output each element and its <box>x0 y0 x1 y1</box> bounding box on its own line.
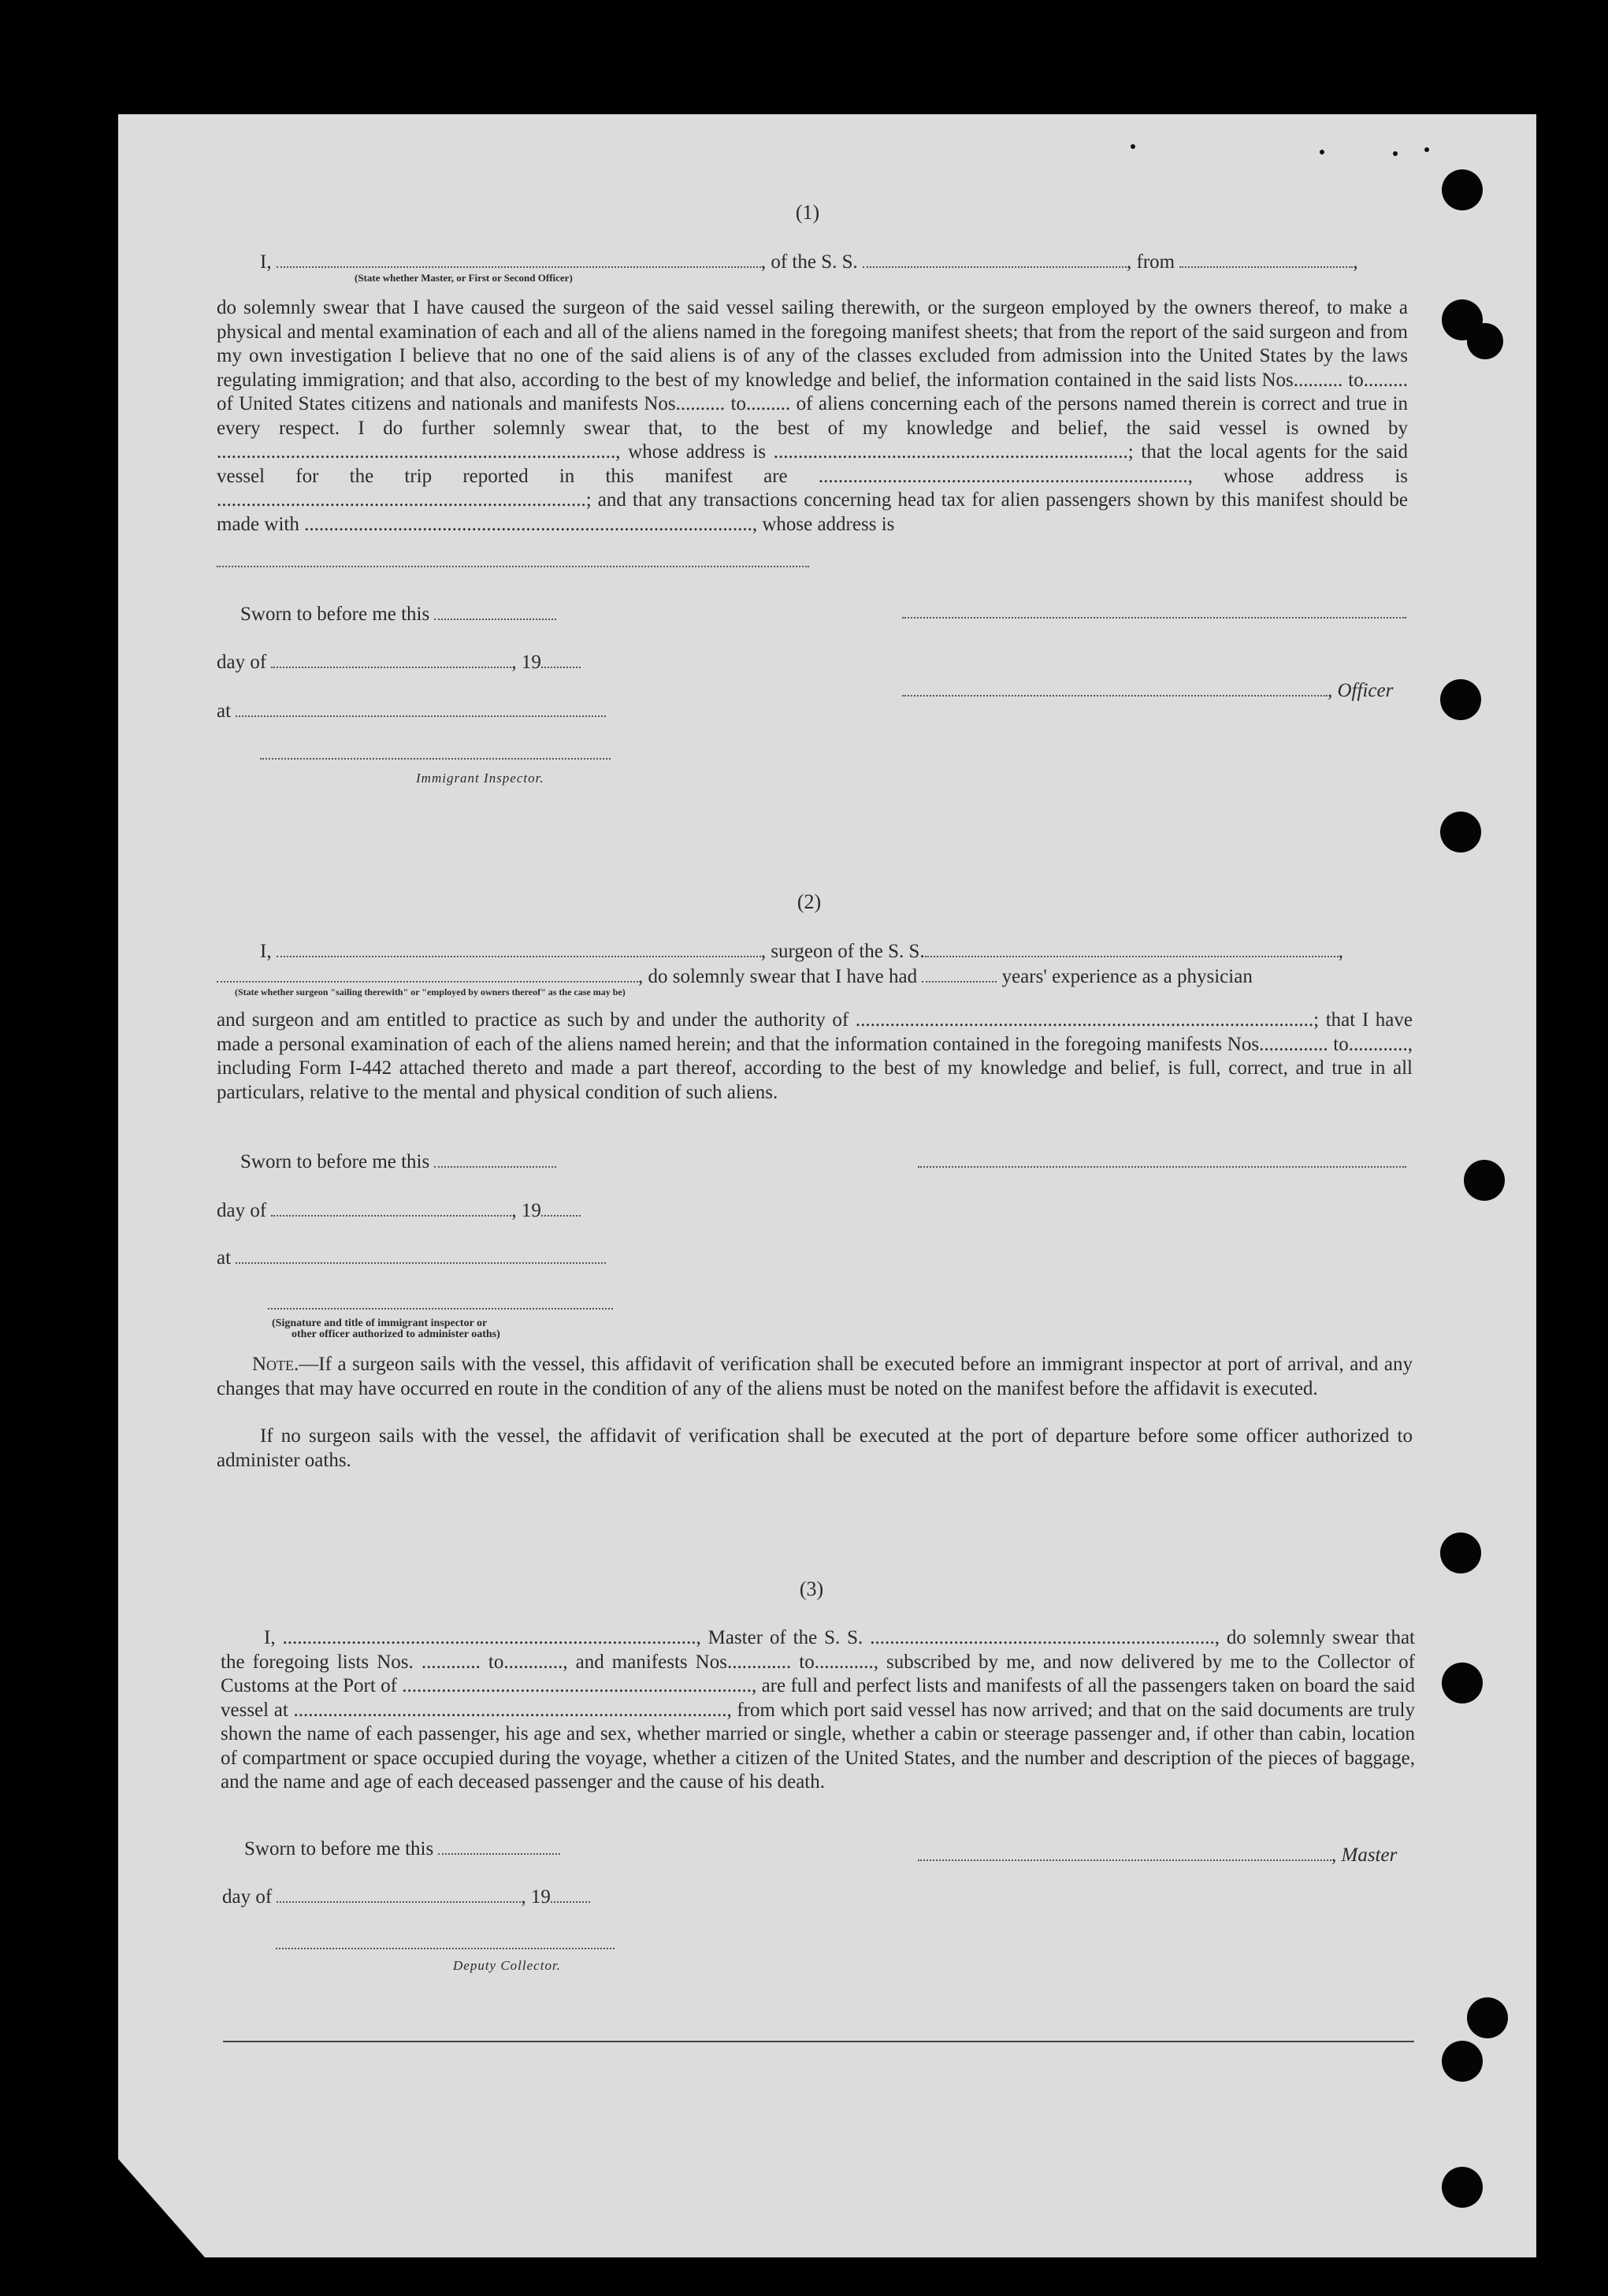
officer-signature-line <box>902 617 1406 619</box>
collector-caption: Deputy Collector. <box>453 1958 561 1973</box>
at-place-field <box>236 1248 606 1264</box>
ship-name-field <box>863 252 1127 268</box>
text-surgeon: , surgeon of the S. S. <box>760 941 925 962</box>
sworn-day-field <box>438 1839 560 1855</box>
text-year: , 19 <box>511 1200 541 1221</box>
day-month-field <box>271 1201 511 1217</box>
text-day-of: day of <box>217 652 267 673</box>
year-field <box>541 1201 581 1217</box>
speck <box>1131 144 1135 149</box>
text-at: at <box>217 1247 232 1269</box>
text-at: at <box>217 700 232 722</box>
year-field <box>551 1887 590 1903</box>
punch-hole <box>1440 812 1481 853</box>
speck <box>1393 151 1398 156</box>
day-month-field <box>271 652 511 668</box>
sworn-line-2 <box>240 1150 556 1174</box>
sworn-day-field <box>434 604 556 620</box>
note-text: —If a surgeon sails with the vessel, this affidavit of verification shall be executed before an immigrant inspector at port of arrival, and any changes that may have occurred en route in the condition of any of the aliens must be noted on the manifest before the affidavit is executed. <box>217 1354 1413 1399</box>
section-3-number: (3) <box>799 1577 824 1600</box>
text-sworn: Sworn to before me this <box>244 1838 434 1859</box>
signature-caption-2: other officer authorized to administer oaths) <box>292 1328 500 1340</box>
punch-hole <box>1467 323 1503 359</box>
folded-corner <box>118 2159 205 2257</box>
at-place-field <box>236 701 606 717</box>
day-month-field <box>277 1887 521 1903</box>
surgeon-signature-line <box>918 1166 1406 1168</box>
inspector-caption: Immigrant Inspector. <box>416 771 544 786</box>
speck <box>1320 150 1324 154</box>
surgeon-name-field <box>277 942 761 957</box>
punch-hole <box>1440 679 1481 720</box>
section-2-paragraph: and surgeon and am entitled to practice as such by and under the authority of .............................................................................................; that I have made a personal examination of each of the aliens named herein; and that the information contained in the foregoing manifests Nos.............. to............, including Form I-442 attached thereto and made a part thereof, according to the best of my knowledge and belief, is full, correct, and true in all particulars, relative to the mental and physical condition of such aliens. <box>217 1009 1413 1103</box>
collector-signature-line <box>276 1948 615 1949</box>
note-label: Note. <box>252 1354 299 1375</box>
note-paragraph-2: If no surgeon sails with the vessel, the affidavit of verification shall be executed at the port of departure before some officer authorized to administer oaths. <box>217 1425 1413 1471</box>
section-3-paragraph: I, ...................................................................................., Master of the S. S. ......................................................................, do solemnly swear that the foregoing lists Nos. ............ to............, and manifests Nos............. to............, subscribed by me, and now delivered by me to the Collector of Customs at the Port of ......................................................................., are full and perfect lists and manifests of all the passengers taken on board the said vessel at ........................................................................................, from which port said vessel has now arrived; and that on the said documents are truly shown the name of each passenger, his age and sex, whether married or single, whether a cabin or steerage passenger and, if other than cabin, location of compartment or space occupied during the voyage, whether a citizen of the United States, and the number and description of the pieces of baggage, and the name and age of each deceased passenger and the cause of his death. <box>221 1627 1415 1793</box>
punch-hole <box>1467 1997 1508 2038</box>
year-field <box>541 652 581 668</box>
inspector-signature-line-2 <box>268 1308 613 1310</box>
text-years: years' experience as a physician <box>1001 966 1253 987</box>
punch-hole <box>1440 1533 1481 1573</box>
speck <box>1424 147 1429 152</box>
from-port-field <box>1179 252 1353 268</box>
day-line-3 <box>222 1885 590 1909</box>
sworn-line-3 <box>244 1837 560 1861</box>
officer-line <box>902 679 1393 703</box>
section-1-opening-line <box>260 251 1358 274</box>
at-line-1 <box>217 700 606 723</box>
sworn-line-1 <box>240 603 556 626</box>
text-day-of: day of <box>222 1886 273 1908</box>
officer-signature-field <box>902 681 1328 697</box>
note-paragraph <box>217 1353 1413 1401</box>
day-line-1 <box>217 651 581 674</box>
text-i: I, <box>260 941 272 962</box>
text-day-of: day of <box>217 1200 267 1221</box>
at-line-2 <box>217 1246 606 1270</box>
officer-name-field <box>277 252 761 268</box>
text-swear: , do solemnly swear that I have had <box>638 966 918 987</box>
text-year: , 19 <box>511 652 541 673</box>
section-2-second-line <box>217 965 1253 989</box>
text-comma: , <box>1353 251 1358 273</box>
sworn-day-field <box>434 1152 556 1168</box>
text-of-ss: , of the S. S. <box>760 251 858 273</box>
text-i: I, <box>260 251 272 273</box>
punch-hole <box>1442 169 1483 210</box>
punch-hole <box>1442 2167 1483 2208</box>
section-2-opening-line <box>260 940 1343 964</box>
paragraph-1-end-field <box>217 566 809 567</box>
surgeon-hint: (State whether surgeon "sailing therewith" or "employed by owners thereof" as the case may be) <box>235 986 626 998</box>
punch-hole <box>1464 1160 1505 1201</box>
punch-hole <box>1442 1663 1483 1703</box>
officer-label: , Officer <box>1328 680 1394 701</box>
punch-hole <box>1442 2041 1483 2082</box>
text-sworn: Sworn to before me this <box>240 604 430 625</box>
signature-caption-1: (Signature and title of immigrant inspector or <box>272 1317 488 1329</box>
bottom-rule <box>223 2041 1414 2042</box>
text-comma: , <box>1338 941 1343 962</box>
officer-hint: (State whether Master, or First or Second Officer) <box>355 272 573 284</box>
years-field <box>922 967 997 983</box>
inspector-signature-line <box>260 758 611 760</box>
section-1-number: (1) <box>795 201 820 224</box>
master-signature-field <box>918 1845 1331 1861</box>
day-line-2 <box>217 1199 581 1223</box>
master-line <box>918 1844 1397 1867</box>
section-2-number: (2) <box>797 890 822 913</box>
master-label: , Master <box>1331 1845 1398 1866</box>
text-from: , from <box>1127 251 1175 273</box>
surgeon-type-field <box>217 967 638 983</box>
text-sworn: Sworn to before me this <box>240 1151 430 1172</box>
section-1-paragraph: do solemnly swear that I have caused the surgeon of the said vessel sailing therewith, or the surgeon employed by the owners thereof, to make a physical and mental examination of each and all of the aliens named in the foregoing manifest sheets; that from the report of the said surgeon and from my own investigation I believe that no one of the said aliens is of any of the classes excluded from admission into the United States by the laws regulating immigration; and that also, according to the best of my knowledge and belief, the information contained in the said lists Nos.......... to......... of United States citizens and nationals and manifests Nos.......... to......... of aliens concerning each of the persons named therein is correct and true in every respect. I do further solemnly swear that, to the best of my knowledge and belief, the said vessel is owned by ................................................................................., whose address is ........................................................................; that the local agents for the said vessel for the trip reported in this manifest are ..........................................................................., whose address is ...........................................................................; and that any transactions concerning head tax for alien passengers shown by this manifest should be made with ..........................................................................................., whose address is <box>217 297 1408 535</box>
text-year: , 19 <box>521 1886 551 1908</box>
surgeon-ship-field <box>925 942 1339 957</box>
